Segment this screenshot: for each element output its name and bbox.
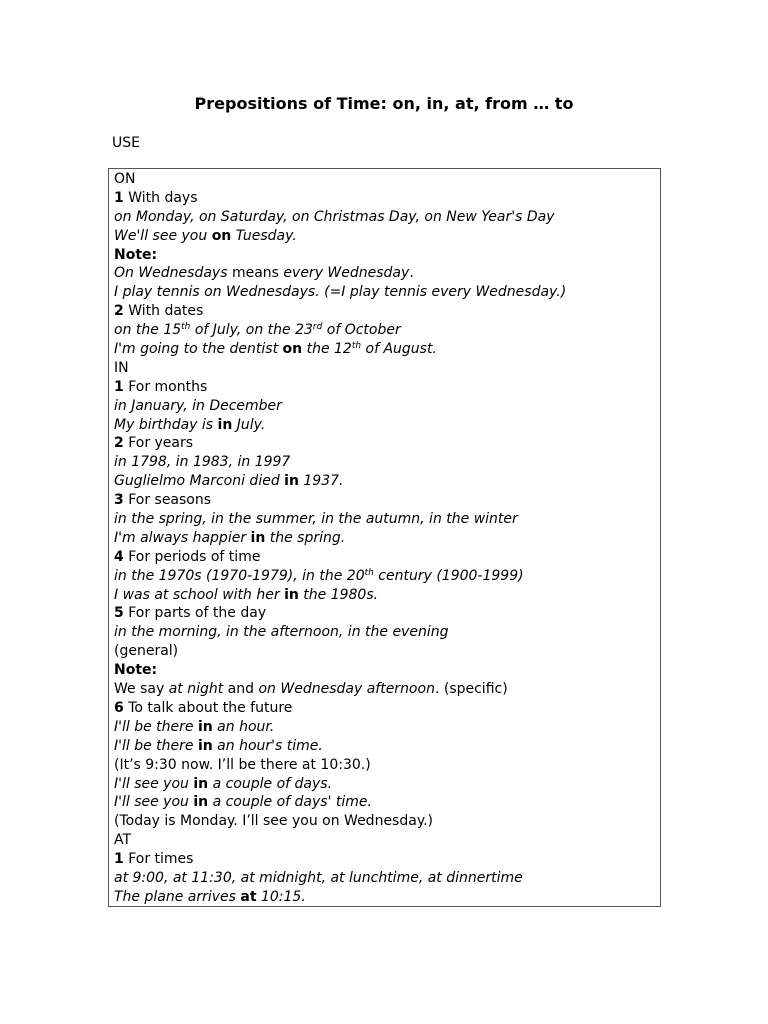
- bold-text: in: [284, 586, 299, 603]
- content-line: [114, 491, 660, 510]
- ordinal-suffix: rd: [312, 322, 323, 333]
- bold-text: 1: [114, 378, 124, 395]
- example-text: in the morning, in the afternoon, in the evening: [114, 624, 449, 641]
- bold-text: 3: [114, 492, 124, 509]
- content-line: [114, 340, 660, 359]
- plain-text: means: [227, 265, 284, 282]
- plain-text: For parts of the day: [123, 605, 267, 622]
- example-text: on Monday, on Saturday, on Christmas Day, on New Year's Day: [114, 208, 555, 225]
- plain-text: We say: [114, 681, 169, 698]
- example-text: a couple of days.: [208, 775, 333, 792]
- content-line: [114, 888, 660, 907]
- plain-text: and: [223, 681, 259, 698]
- example-text: On Wednesdays: [114, 265, 228, 282]
- example-text: on Wednesday afternoon: [258, 681, 435, 698]
- ordinal-suffix: th: [181, 322, 191, 333]
- bold-text: 4: [114, 548, 124, 565]
- example-text: the 1980s.: [298, 586, 379, 603]
- content-line: [114, 680, 660, 699]
- example-text: in January, in December: [114, 397, 282, 414]
- example-text: in the 1970s (1970-1979), in the 20: [114, 567, 365, 584]
- ordinal-suffix: th: [351, 341, 362, 352]
- plain-text: . (specific): [434, 681, 508, 698]
- bold-text: in: [193, 775, 209, 792]
- content-line: [114, 378, 660, 397]
- plain-text: (Today is Monday. I’ll see you on Wednesday.): [114, 813, 434, 830]
- content-line: [114, 359, 660, 378]
- content-line: [114, 283, 660, 302]
- content-line: [114, 718, 660, 737]
- bold-text: Note:: [114, 246, 158, 263]
- content-line: [114, 586, 660, 605]
- bold-text: in: [250, 529, 266, 546]
- content-line: [114, 604, 660, 623]
- example-text: I'll be there: [114, 737, 198, 754]
- example-text: We'll see you: [114, 227, 212, 244]
- content-line: [114, 775, 660, 794]
- bold-text: on: [282, 341, 303, 358]
- bold-text: on: [211, 227, 232, 244]
- content-line: [114, 567, 660, 586]
- bold-text: in: [217, 416, 233, 433]
- content-line: [114, 189, 660, 208]
- content-line: [114, 756, 660, 775]
- bold-text: 2: [114, 435, 124, 452]
- example-text: at 9:00, at 11:30, at midnight, at lunchtime, at dinnertime: [114, 869, 523, 886]
- content-line: [114, 397, 660, 416]
- content-line: [114, 812, 660, 831]
- content-line: [114, 642, 660, 661]
- plain-text: (It’s 9:30 now. I’ll be there at 10:30.): [114, 756, 371, 773]
- example-text: in 1798, in 1983, in 1997: [114, 454, 291, 471]
- example-text: an hour's time.: [212, 737, 323, 754]
- plain-text: With days: [123, 189, 198, 206]
- content-line: [114, 227, 660, 246]
- content-line: [114, 453, 660, 472]
- example-text: I play tennis on Wednesdays. (=I play tennis every Wednesday.): [114, 284, 567, 301]
- example-text: I'm always happier: [114, 529, 251, 546]
- content-line: [114, 321, 660, 340]
- plain-text: For months: [123, 378, 208, 395]
- bold-text: 1: [114, 851, 124, 868]
- example-text: I was at school with her: [114, 586, 285, 603]
- content-line: [114, 548, 660, 567]
- example-text: a couple of days' time.: [208, 794, 372, 811]
- plain-text: .: [409, 265, 414, 282]
- example-text: July.: [232, 416, 266, 433]
- bold-text: in: [197, 737, 213, 754]
- content-line: [114, 661, 660, 680]
- plain-text: To talk about the future: [123, 699, 293, 716]
- ordinal-suffix: th: [364, 567, 374, 578]
- example-text: of October: [322, 322, 401, 339]
- content-line: [114, 793, 660, 812]
- example-text: of July, on the 23: [190, 322, 313, 339]
- example-text: The plane arrives: [114, 888, 241, 905]
- example-text: Guglielmo Marconi died: [114, 473, 285, 490]
- example-text: every Wednesday: [283, 265, 410, 282]
- example-text: on the 15: [114, 322, 182, 339]
- example-text: at night: [168, 681, 224, 698]
- bold-text: 1: [114, 189, 124, 206]
- example-text: Tuesday.: [231, 227, 297, 244]
- content-line: [114, 264, 660, 283]
- content-line: [114, 472, 660, 491]
- content-line: [114, 529, 660, 548]
- example-text: I'm going to the dentist: [114, 341, 283, 358]
- example-text: in the spring, in the summer, in the autumn, in the winter: [114, 511, 518, 528]
- example-text: 1937.: [298, 473, 344, 490]
- plain-text: With dates: [123, 303, 204, 320]
- example-text: century (1900-1999): [373, 567, 524, 584]
- content-line: [114, 246, 660, 265]
- plain-text: (general): [114, 643, 179, 660]
- bold-text: 5: [114, 605, 124, 622]
- content-box: [108, 168, 661, 907]
- plain-text: For times: [123, 851, 194, 868]
- content-line: [114, 623, 660, 642]
- content-line: [114, 170, 660, 189]
- content-line: [114, 737, 660, 756]
- content-line: [114, 831, 660, 850]
- page-title: Prepositions of Time: on, in, at, from … to: [194, 94, 574, 113]
- bold-text: in: [197, 718, 213, 735]
- content-line: [114, 416, 660, 435]
- example-text: an hour.: [212, 718, 275, 735]
- bold-text: in: [193, 794, 209, 811]
- content-line: [114, 434, 660, 453]
- example-text: 10:15.: [256, 888, 306, 905]
- content-line: [114, 510, 660, 529]
- content-line: [114, 699, 660, 718]
- plain-text: AT: [114, 832, 132, 849]
- content-line: [114, 869, 660, 888]
- plain-text: ON: [114, 171, 136, 187]
- bold-text: at: [240, 888, 257, 905]
- bold-text: in: [284, 473, 299, 490]
- example-text: the 12: [302, 341, 352, 358]
- example-text: I'll see you: [114, 794, 194, 811]
- bold-text: 6: [114, 699, 124, 716]
- section-label-use: USE: [112, 135, 140, 151]
- plain-text: IN: [114, 359, 129, 376]
- content-line: [114, 302, 660, 321]
- bold-text: Note:: [114, 662, 158, 679]
- plain-text: For seasons: [123, 492, 212, 509]
- example-text: of August.: [361, 341, 437, 358]
- content-line: [114, 850, 660, 869]
- example-text: I'll see you: [114, 775, 194, 792]
- plain-text: For periods of time: [123, 548, 261, 565]
- content-line: [114, 208, 660, 227]
- example-text: the spring.: [265, 529, 346, 546]
- example-text: My birthday is: [114, 416, 218, 433]
- bold-text: 2: [114, 303, 124, 320]
- plain-text: For years: [123, 435, 194, 452]
- example-text: I'll be there: [114, 718, 198, 735]
